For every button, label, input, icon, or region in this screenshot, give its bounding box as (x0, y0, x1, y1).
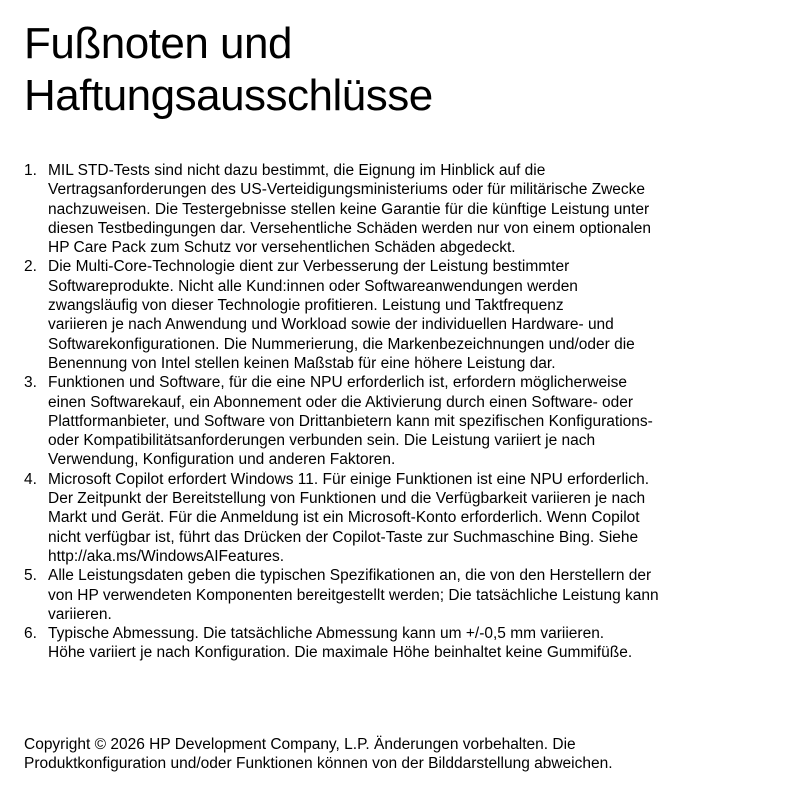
footnote-item (24, 624, 774, 663)
footnote-number: 5. (24, 567, 37, 585)
footnote-item (24, 161, 774, 257)
footnote-number: 6. (24, 625, 37, 643)
footnote-text: Microsoft Copilot erfordert Windows 11. Für einige Funktionen ist eine NPU erforderlich. Der Zeitpunkt der Bereitstellung von Funktionen und die Verfügbarkeit variieren je nach Markt und Gerät. Für die Anmeldung ist ein Microsoft-Konto erforderlich. Wenn Copilot nicht verfügbar ist, führt das Drücken der Copilot-Taste zur Suchmaschine Bing. Siehe http://aka.ms/WindowsAIFeatures. (48, 470, 650, 565)
footnote-text: Funktionen und Software, für die eine NPU erforderlich ist, erfordern möglicherweise einen Softwarekauf, ein Abonnement oder die Aktivierung durch einen Software- oder Plattformanbieter, und Software von Drittanbietern kann mit spezifischen Konfigurations- oder Kompatibilitätsanforderungen verbunden sein. Die Leistung variiert je nach Verwendung, Konfiguration und anderen Faktoren. (48, 374, 653, 469)
footnote-text: MIL STD-Tests sind nicht dazu bestimmt, die Eignung im Hinblick auf die Vertragsanforderungen des US-Verteidigungsministeriums oder für militärische Zwecke nachzuweisen. Die Testergebnisse stellen keine Garantie für die künftige Leistung unter diesen Testbedingungen dar. Versehentliche Schäden werden nur von einem optionalen HP Care Pack zum Schutz vor versehentlichen Schäden abgedeckt. (48, 162, 651, 257)
footnote-item (24, 566, 774, 624)
footnote-text: Alle Leistungsdaten geben die typischen Spezifikationen an, die von den Herstellern der von HP verwendeten Komponenten bereitgestellt werden; Die tatsächliche Leistung kann variieren. (48, 567, 659, 623)
footnote-number: 4. (24, 470, 37, 488)
footnote-list (24, 161, 774, 663)
footnote-number: 3. (24, 374, 37, 392)
footnote-item (24, 470, 774, 566)
footnote-number: 2. (24, 258, 37, 276)
copyright-notice: Copyright © 2026 HP Development Company, L.P. Änderungen vorbehalten. Die Produktkonfiguration und/oder Funktionen können von der Bilddarstellung abweichen. (24, 736, 613, 773)
footnote-text: Typische Abmessung. Die tatsächliche Abmessung kann um +/-0,5 mm variieren. Höhe variiert je nach Konfiguration. Die maximale Höhe beinhaltet keine Gummifüße. (48, 625, 633, 662)
footnote-item (24, 373, 774, 469)
footnote-number: 1. (24, 162, 37, 179)
footnote-text: Die Multi-Core-Technologie dient zur Verbesserung der Leistung bestimmter Softwareprodukte. Nicht alle Kund:innen oder Softwareanwendungen werden zwangsläufig von dieser Technologie profitieren. Leistung und Taktfrequenz variieren je nach Anwendung und Workload sowie der individuellen Hardware- und Softwarekonfigurationen. Die Nummerierung, die Markenbezeichnungen und/oder die Benennung von Intel stellen keinen Maßstab für eine höhere Leistung dar. (48, 258, 635, 372)
page-title: Fußnoten und Haftungsausschlüsse (24, 19, 433, 120)
footnote-item (24, 257, 774, 373)
